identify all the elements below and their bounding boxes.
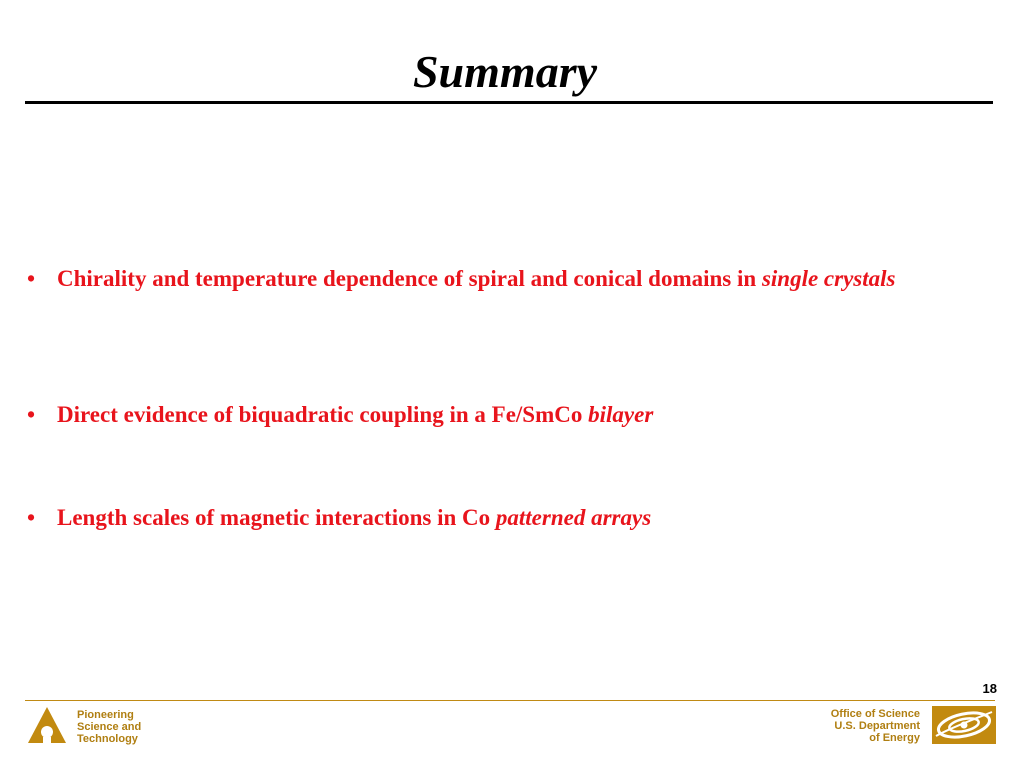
bullet-item — [27, 262, 1007, 296]
title-divider — [25, 101, 993, 104]
footer-agency — [831, 708, 920, 744]
bullet-marker: • — [27, 505, 36, 530]
bullet-emphasis: bilayer — [588, 402, 654, 427]
footer-tagline — [77, 709, 141, 745]
footer-divider — [25, 700, 995, 701]
doe-logo-icon — [932, 706, 996, 744]
bullet-marker: • — [27, 402, 36, 427]
bullet-emphasis: single crystals — [761, 266, 896, 291]
bullet-text: Length scales of magnetic interactions in Co — [57, 505, 496, 530]
footer-agency-line: of Energy — [869, 732, 920, 744]
footer-tagline-line: Pioneering — [77, 709, 134, 721]
bullet-text: Chirality and temperature dependence of spiral and conical domains in — [57, 266, 762, 291]
bullet-marker: • — [27, 266, 36, 291]
bullet-text: Direct evidence of biquadratic coupling in a Fe/SmCo — [57, 402, 589, 427]
bullet-emphasis: patterned arrays — [495, 505, 652, 530]
bullet-item — [27, 501, 1007, 535]
argonne-logo-icon — [27, 706, 67, 744]
page-number: 18 — [982, 681, 997, 696]
footer-agency-line: U.S. Department — [834, 720, 920, 732]
footer-tagline-line: Science and — [77, 721, 142, 733]
slide-title: Summary — [412, 46, 598, 97]
footer-agency-line: Office of Science — [830, 708, 920, 720]
bullet-item — [27, 398, 1007, 432]
footer-tagline-line: Technology — [77, 733, 138, 745]
